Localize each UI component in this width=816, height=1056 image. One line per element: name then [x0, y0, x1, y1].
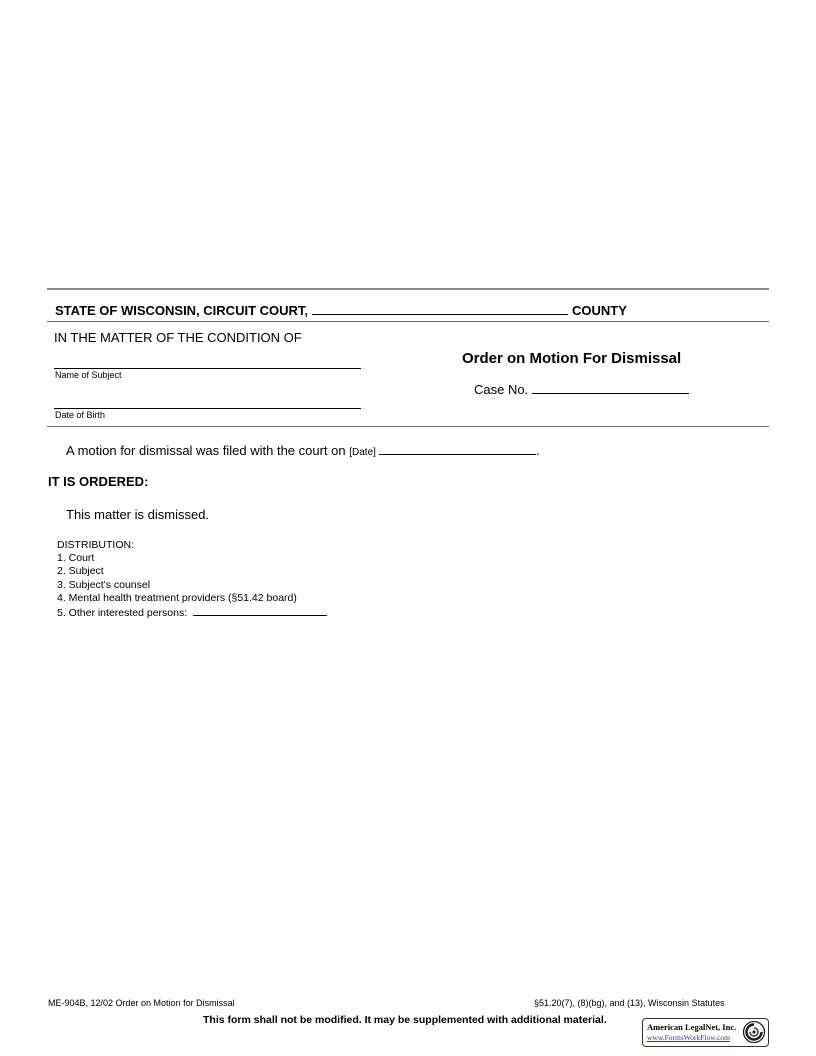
- distribution-item: 5. Other interested persons:: [57, 607, 188, 620]
- name-of-subject-label: Name of Subject: [55, 370, 122, 380]
- date-of-birth-field[interactable]: [54, 408, 361, 409]
- dismissed-statement: This matter is dismissed.: [66, 507, 210, 522]
- county-label: COUNTY: [572, 303, 627, 318]
- form-id: ME-904B, 12/02 Order on Motion for Dismissal: [48, 998, 235, 1008]
- date-of-birth-label: Date of Birth: [55, 410, 106, 420]
- motion-statement: [66, 442, 540, 458]
- matter-heading: IN THE MATTER OF THE CONDITION OF: [54, 330, 302, 345]
- other-persons-field[interactable]: [193, 605, 327, 616]
- logo-company-name: American LegalNet, Inc.: [647, 1022, 737, 1032]
- distribution-heading: DISTRIBUTION:: [57, 539, 135, 551]
- modification-notice: This form shall not be modified. It may be supplemented with additional material.: [203, 1014, 607, 1026]
- logo-url-link[interactable]: www.FormsWorkFlow.com: [647, 1033, 731, 1042]
- legalnet-logo[interactable]: [642, 1018, 769, 1047]
- state-court-label: STATE OF WISCONSIN, CIRCUIT COURT,: [55, 303, 309, 318]
- county-blank-field[interactable]: [312, 301, 568, 315]
- it-is-ordered-heading: IT IS ORDERED:: [48, 474, 149, 489]
- case-number-label: Case No.: [474, 382, 529, 397]
- case-number: [474, 381, 689, 397]
- distribution-item: 2. Subject: [57, 565, 104, 578]
- document-title: Order on Motion For Dismissal: [462, 350, 682, 367]
- distribution-list: [57, 539, 327, 620]
- date-tag: [Date]: [349, 447, 376, 458]
- motion-date-field[interactable]: [379, 442, 536, 455]
- distribution-item-other: [57, 605, 327, 620]
- court-header: [55, 301, 627, 318]
- statute-reference: §51.20(7), (8)(bg), and (13), Wisconsin Statutes: [534, 998, 725, 1008]
- name-of-subject-field[interactable]: [54, 368, 361, 369]
- motion-period: .: [535, 443, 540, 458]
- header-rule: [47, 321, 769, 322]
- caption-rule: [47, 426, 769, 427]
- distribution-item: 1. Court: [57, 552, 95, 565]
- top-rule: [47, 288, 769, 290]
- distribution-item: 4. Mental health treatment providers (§51.42 board): [57, 591, 297, 604]
- distribution-item: 3. Subject's counsel: [57, 578, 151, 591]
- case-number-field[interactable]: [532, 381, 689, 394]
- motion-text: A motion for dismissal was filed with the court on: [66, 443, 346, 458]
- swirl-emblem-icon: [742, 1020, 766, 1044]
